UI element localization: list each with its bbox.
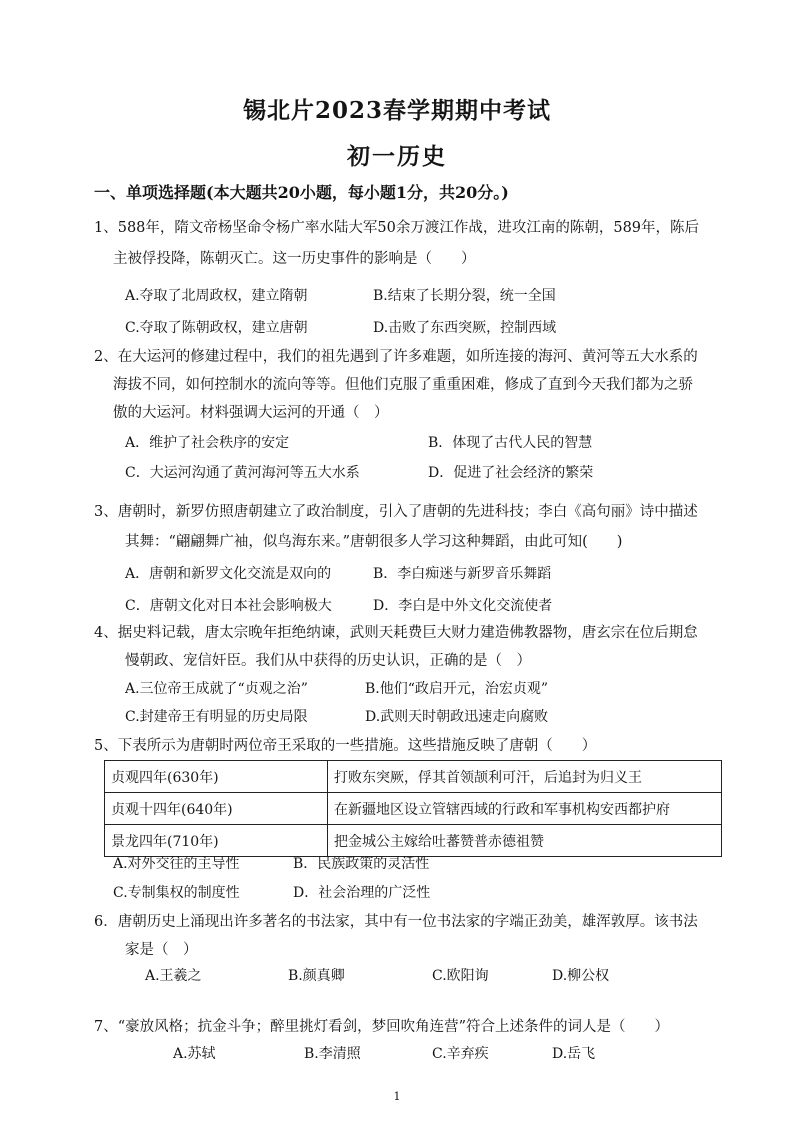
option-c: C．唐朝文化对日本社会影响极大: [125, 598, 332, 614]
option-a: A．维护了社会秩序的安定: [125, 435, 290, 451]
question-stem-line: 6．唐朝历史上涌现出许多著名的书法家，其中有一位书法家的字端正劲美，雄浑敦厚。该书法: [94, 914, 698, 930]
table-cell: 打败东突厥，俘其首领颉利可汗，后追封为归义王: [328, 761, 722, 793]
option-c: C.封建帝王有明显的历史局限: [125, 709, 308, 725]
option-b: B．李白痴迷与新罗音乐舞蹈: [373, 566, 552, 582]
option-b: B.他们“政启开元，治宏贞观”: [365, 681, 549, 697]
section-heading: 一、单项选择题(本大题共20小题，每小题1分，共20分。): [94, 183, 509, 202]
question-stem-line: 4、据史料记载，唐太宗晚年拒绝纳谏，武则天耗费巨大财力建造佛教器物，唐玄宗在位后期怠: [94, 625, 698, 641]
table-cell: 在新疆地区设立管辖西域的行政和军事机构安西都护府: [328, 793, 722, 825]
question-stem-line: 海拔不同，如何控制水的流向等等。但他们克服了重重困难，修成了直到今天我们都为之骄: [113, 377, 693, 393]
option-a: A.王羲之: [145, 968, 202, 984]
question-stem-line: 其舞：“翩翩舞广袖，似鸟海东来。”唐朝很多人学习这种舞蹈，由此可知( ): [125, 534, 623, 550]
option-b: B．民族政策的灵活性: [293, 856, 430, 872]
table-row: [105, 793, 722, 825]
question-stem-line: 2、在大运河的修建过程中，我们的祖先遇到了许多难题，如所连接的海河、黄河等五大水系的: [94, 349, 698, 365]
option-d: D．促进了社会经济的繁荣: [428, 465, 594, 481]
question-stem-line: 3、唐朝时，新罗仿照唐朝建立了政治制度，引入了唐朝的先进科技；李白《高句丽》诗中描述: [94, 504, 698, 520]
question-stem-line: 5、下表所示为唐朝时两位帝王采取的一些措施。这些措施反映了唐朝（ ）: [94, 738, 597, 754]
exam-title: 锡北片2023春学期期中考试: [242, 97, 551, 124]
table-cell: 把金城公主嫁给吐蕃赞普赤德祖赞: [328, 825, 722, 857]
option-b: B.李清照: [304, 1046, 361, 1062]
option-d: D.武则天时朝政迅速走向腐败: [365, 709, 549, 725]
question-stem-line: 1、588年，隋文帝杨坚命令杨广率水陆大军50余万渡江作战，进攻江南的陈朝，589年，陈后: [94, 220, 700, 236]
option-d: D.岳飞: [552, 1046, 596, 1062]
option-c: C.专制集权的制度性: [113, 885, 240, 901]
option-d: D.柳公权: [552, 968, 610, 984]
page-number: 1: [393, 1090, 401, 1103]
option-c: C．大运河沟通了黄河海河等五大水系: [125, 465, 360, 481]
question-stem-line: 7、“豪放风格；抗金斗争；醉里挑灯看剑，梦回吹角连营”符合上述条件的词人是（ ）: [94, 1019, 670, 1035]
option-a: A.三位帝王成就了“贞观之治”: [125, 681, 308, 697]
option-c: C.夺取了陈朝政权，建立唐朝: [125, 320, 308, 336]
measures-table: [104, 760, 722, 857]
option-c: C.欧阳询: [432, 968, 489, 984]
option-b: B.结束了长期分裂，统一全国: [373, 288, 556, 304]
option-c: C.辛弃疾: [432, 1046, 489, 1062]
question-stem-line: 傲的大运河。材料强调大运河的开通（ ）: [113, 405, 389, 421]
option-d: D．社会治理的广泛性: [293, 885, 431, 901]
question-stem-line: 主被俘投降，陈朝灭亡。这一历史事件的影响是（ ）: [113, 251, 476, 267]
table-row: [105, 761, 722, 793]
option-d: D.击败了东西突厥，控制西域: [373, 320, 557, 336]
option-b: B．体现了古代人民的智慧: [428, 435, 593, 451]
option-a: A.苏轼: [173, 1046, 216, 1062]
question-stem-line: 家是（ ）: [125, 942, 198, 958]
table-cell: 贞观十四年(640年): [105, 793, 328, 825]
option-b: B.颜真卿: [288, 968, 345, 984]
option-d: D．李白是中外文化交流使者: [373, 598, 553, 614]
table-row: [105, 825, 722, 857]
option-a: A．唐朝和新罗文化交流是双向的: [125, 566, 332, 582]
table-cell: 贞观四年(630年): [105, 761, 328, 793]
table-cell: 景龙四年(710年): [105, 825, 328, 857]
exam-subtitle: 初一历史: [347, 143, 447, 170]
question-stem-line: 慢朝政、宠信奸臣。我们从中获得的历史认识，正确的是（ ）: [125, 653, 531, 669]
option-a: A.夺取了北周政权，建立隋朝: [125, 288, 308, 304]
option-a: A.对外交往的主导性: [113, 856, 240, 872]
